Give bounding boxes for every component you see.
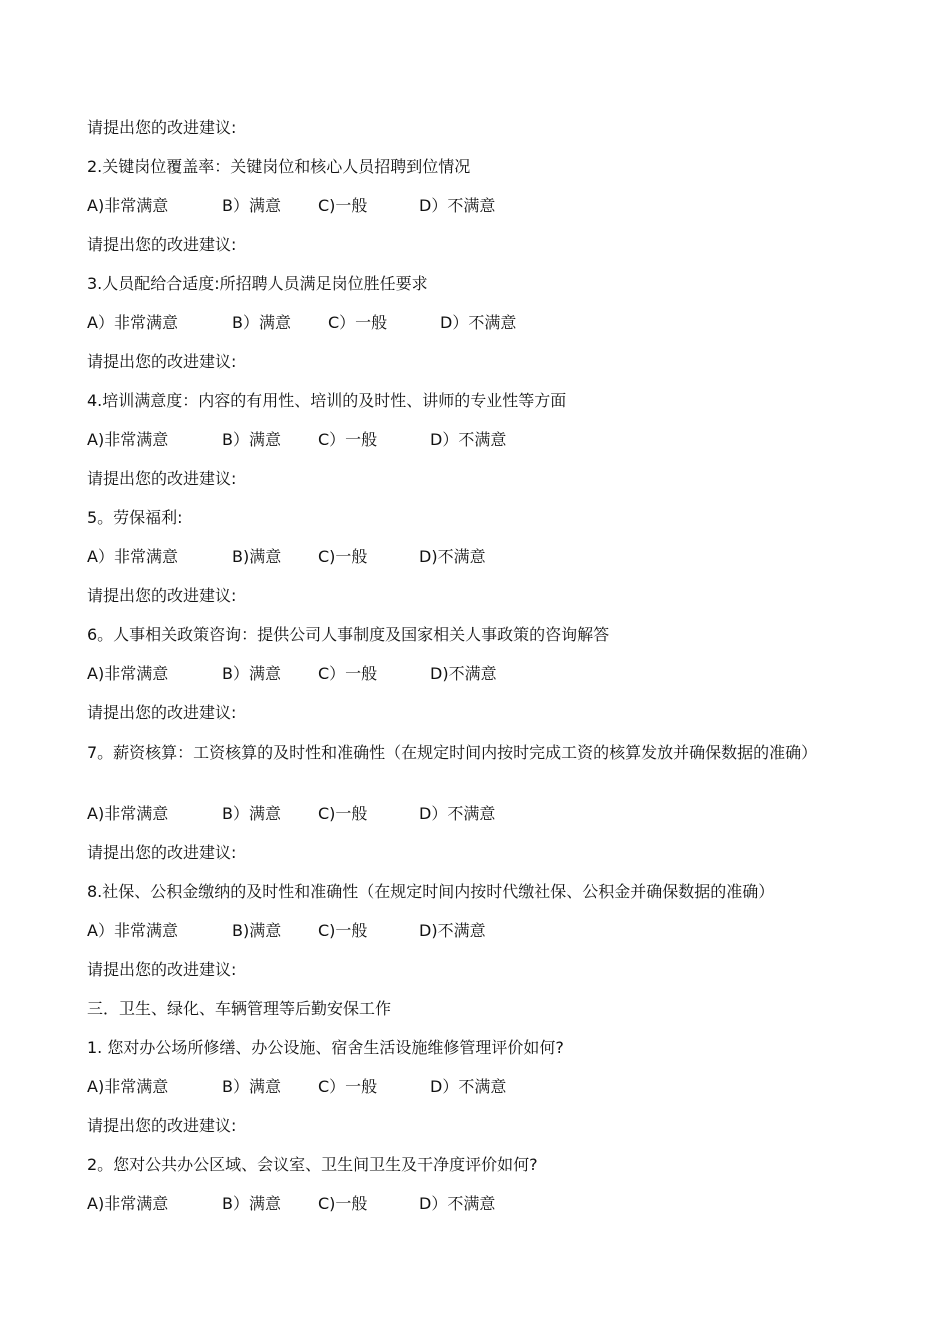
- option-d: D）不满意: [419, 196, 496, 215]
- option-d: D）不满意: [430, 430, 507, 449]
- option-a: A）非常满意: [87, 313, 178, 332]
- question-payroll-accounting: 7。薪资核算：工资核算的及时性和准确性（在规定时间内按时完成工资的核算发放并确保数据的准确）: [87, 743, 818, 762]
- question-key-position-coverage: 2.关键岗位覆盖率：关键岗位和核心人员招聘到位情况: [87, 157, 471, 176]
- question-office-cleanliness: 2。您对公共办公区域、会议室、卫生间卫生及干净度评价如何?: [87, 1155, 538, 1174]
- answer-options: [87, 920, 877, 942]
- answer-options: [87, 1076, 877, 1098]
- option-b: B)满意: [232, 921, 282, 940]
- option-c: C)一般: [318, 921, 368, 940]
- option-a: A）非常满意: [87, 921, 178, 940]
- question-facility-maintenance: 1. 您对办公场所修缮、办公设施、宿舍生活设施维修管理评价如何?: [87, 1038, 564, 1057]
- option-b: B）满意: [222, 1077, 281, 1096]
- suggestion-prompt: 请提出您的改进建议:: [87, 469, 237, 488]
- option-b: B）满意: [222, 430, 281, 449]
- option-a: A)非常满意: [87, 804, 169, 823]
- answer-options: [87, 429, 877, 451]
- option-a: A)非常满意: [87, 196, 169, 215]
- option-d: D)不满意: [419, 921, 486, 940]
- suggestion-prompt: 请提出您的改进建议:: [87, 1116, 237, 1135]
- option-c: C)一般: [318, 196, 368, 215]
- option-d: D）不满意: [440, 313, 517, 332]
- option-a: A)非常满意: [87, 1077, 169, 1096]
- option-c: C）一般: [328, 313, 388, 332]
- option-c: C)一般: [318, 804, 368, 823]
- option-b: B）满意: [222, 1194, 281, 1213]
- question-training-satisfaction: 4.培训满意度：内容的有用性、培训的及时性、讲师的专业性等方面: [87, 391, 567, 410]
- suggestion-prompt: 请提出您的改进建议:: [87, 703, 237, 722]
- answer-options: [87, 1193, 877, 1215]
- option-b: B）满意: [222, 196, 281, 215]
- option-d: D）不满意: [430, 1077, 507, 1096]
- option-d: D）不满意: [419, 804, 496, 823]
- answer-options: [87, 195, 877, 217]
- suggestion-prompt: 请提出您的改进建议:: [87, 586, 237, 605]
- option-c: C）一般: [318, 430, 378, 449]
- suggestion-prompt: 请提出您的改进建议:: [87, 235, 237, 254]
- question-social-insurance: 8.社保、公积金缴纳的及时性和准确性（在规定时间内按时代缴社保、公积金并确保数据的准确）: [87, 882, 775, 901]
- option-d: D)不满意: [430, 664, 497, 683]
- answer-options: [87, 312, 877, 334]
- answer-options: [87, 546, 877, 568]
- option-a: A）非常满意: [87, 547, 178, 566]
- option-b: B）满意: [222, 664, 281, 683]
- option-b: B）满意: [232, 313, 291, 332]
- option-a: A)非常满意: [87, 1194, 169, 1213]
- question-labor-benefits: 5。劳保福利:: [87, 508, 183, 527]
- option-c: C)一般: [318, 547, 368, 566]
- question-staffing-fit: 3.人员配给合适度:所招聘人员满足岗位胜任要求: [87, 274, 428, 293]
- option-d: D)不满意: [419, 547, 486, 566]
- question-hr-policy-consulting: 6。人事相关政策咨询：提供公司人事制度及国家相关人事政策的咨询解答: [87, 625, 610, 644]
- option-c: C)一般: [318, 1194, 368, 1213]
- option-a: A)非常满意: [87, 664, 169, 683]
- suggestion-prompt: 请提出您的改进建议:: [87, 843, 237, 862]
- option-d: D）不满意: [419, 1194, 496, 1213]
- suggestion-prompt: 请提出您的改进建议:: [87, 960, 237, 979]
- option-c: C）一般: [318, 1077, 378, 1096]
- answer-options: [87, 803, 877, 825]
- answer-options: [87, 663, 877, 685]
- option-b: B）满意: [222, 804, 281, 823]
- section-heading-logistics: 三．卫生、绿化、车辆管理等后勤安保工作: [87, 999, 392, 1018]
- suggestion-prompt: 请提出您的改进建议:: [87, 118, 237, 137]
- option-c: C）一般: [318, 664, 378, 683]
- option-b: B)满意: [232, 547, 282, 566]
- suggestion-prompt: 请提出您的改进建议:: [87, 352, 237, 371]
- option-a: A)非常满意: [87, 430, 169, 449]
